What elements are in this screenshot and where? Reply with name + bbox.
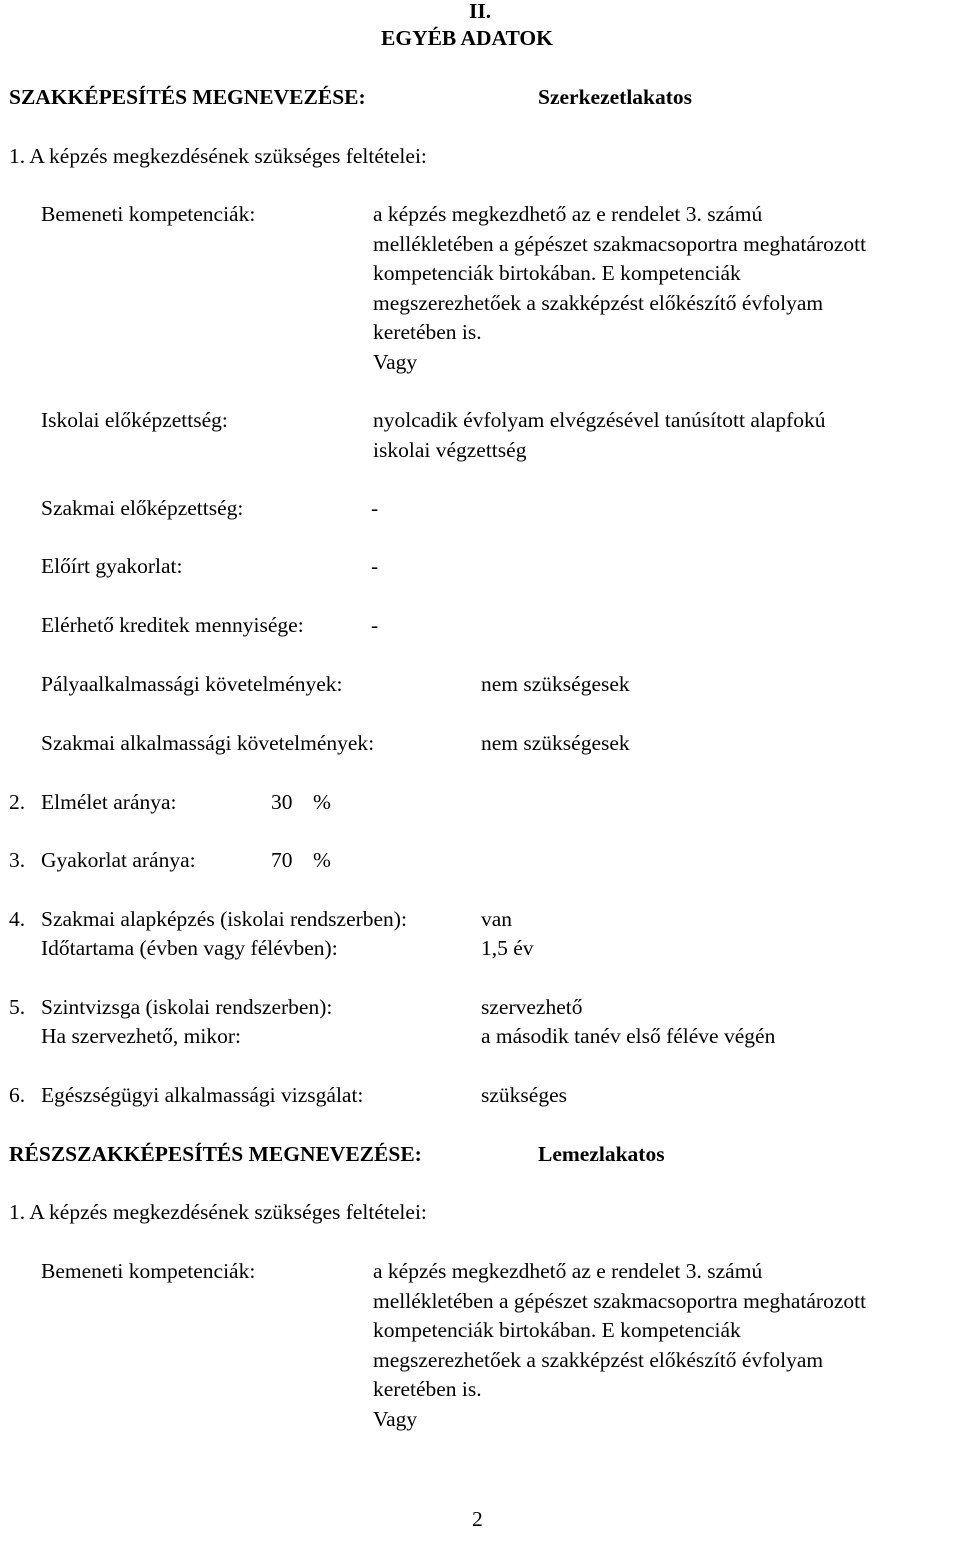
- item-number: 4.: [9, 907, 26, 931]
- credits-label: Elérhető kreditek mennyisége:: [41, 613, 304, 637]
- level-exam-label: Szintvizsga (iskolai rendszerben):: [41, 995, 333, 1019]
- partial-qualification-value: Lemezlakatos: [538, 1142, 665, 1166]
- required-practice-value: -: [371, 554, 379, 578]
- qualification-value: Szerkezetlakatos: [538, 85, 693, 109]
- practice-ratio-label: Gyakorlat aránya:: [41, 848, 196, 872]
- percent-sign: %: [313, 848, 331, 872]
- text-line: keretében is.: [373, 1377, 482, 1401]
- basic-training-label: Szakmai alapképzés (iskolai rendszerben):: [41, 907, 407, 931]
- text-line: keretében is.: [373, 320, 482, 344]
- level-exam-when-label: Ha szervezhető, mikor:: [41, 1024, 241, 1048]
- level-exam-when-value: a második tanév első féléve végén: [481, 1024, 776, 1048]
- career-requirements-label: Pályaalkalmassági követelmények:: [41, 672, 343, 696]
- text-line: megszerezhetőek a szakképzést előkészítő évfolyam: [373, 290, 824, 315]
- text-line: a képzés megkezdhető az e rendelet 3. számú: [373, 202, 763, 226]
- entry-competencies-text: [373, 1257, 866, 1434]
- professional-fitness-value: nem szükségesek: [481, 731, 630, 755]
- text-line: megszerezhetőek a szakképzést előkészítő évfolyam: [373, 1347, 824, 1372]
- credits-value: -: [371, 613, 379, 637]
- school-prior-education-text: [373, 406, 826, 465]
- text-line: iskolai végzettség: [373, 437, 527, 462]
- text-line: kompetenciák birtokában. E kompetenciák: [373, 261, 741, 285]
- text-line: mellékletében a gépészet szakmacsoportra meghatározott: [373, 1288, 867, 1313]
- required-practice-label: Előírt gyakorlat:: [41, 554, 183, 578]
- career-requirements-value: nem szükségesek: [481, 672, 630, 696]
- page-number: 2: [472, 1507, 483, 1531]
- theory-ratio-label: Elmélet aránya:: [41, 790, 177, 814]
- level-exam-value: szervezhető: [481, 995, 583, 1019]
- partial-qualification-label: RÉSZSZAKKÉPESÍTÉS MEGNEVEZÉSE:: [9, 1142, 422, 1166]
- item-number: 3.: [9, 848, 26, 872]
- text-line: a képzés megkezdhető az e rendelet 3. számú: [373, 1259, 763, 1283]
- text-line: nyolcadik évfolyam elvégzésével tanúsított alapfokú: [373, 408, 826, 432]
- duration-value: 1,5 év: [481, 936, 534, 960]
- entry-competencies-label: Bemeneti kompetenciák:: [41, 202, 256, 226]
- duration-label: Időtartama (évben vagy félévben):: [41, 936, 338, 960]
- health-check-label: Egészségügyi alkalmassági vizsgálat:: [41, 1083, 364, 1107]
- entry-competencies-label: Bemeneti kompetenciák:: [41, 1259, 256, 1283]
- qualification-label: SZAKKÉPESÍTÉS MEGNEVEZÉSE:: [9, 85, 366, 109]
- text-line: mellékletében a gépészet szakmacsoportra meghatározott: [373, 231, 867, 256]
- percent-sign: %: [313, 790, 331, 814]
- item-number: 5.: [9, 995, 26, 1019]
- item-number: 6.: [9, 1083, 26, 1107]
- or-text: Vagy: [373, 1406, 418, 1431]
- item-number: 2.: [9, 790, 26, 814]
- prerequisites-heading: 1. A képzés megkezdésének szükséges feltételei:: [9, 144, 427, 168]
- section-title: EGYÉB ADATOK: [381, 26, 553, 50]
- prerequisites-heading: 1. A képzés megkezdésének szükséges feltételei:: [9, 1200, 427, 1224]
- text-line: kompetenciák birtokában. E kompetenciák: [373, 1318, 741, 1342]
- professional-prior-education-label: Szakmai előképzettség:: [41, 496, 244, 520]
- basic-training-value: van: [481, 907, 513, 931]
- professional-fitness-label: Szakmai alkalmassági követelmények:: [41, 731, 375, 755]
- entry-competencies-text: [373, 200, 866, 377]
- or-text: Vagy: [373, 349, 418, 374]
- section-roman-numeral: II.: [469, 0, 492, 23]
- practice-ratio-value: 70: [271, 848, 293, 872]
- school-prior-education-label: Iskolai előképzettség:: [41, 408, 228, 432]
- theory-ratio-value: 30: [271, 790, 293, 814]
- health-check-value: szükséges: [481, 1083, 567, 1107]
- professional-prior-education-value: -: [371, 496, 379, 520]
